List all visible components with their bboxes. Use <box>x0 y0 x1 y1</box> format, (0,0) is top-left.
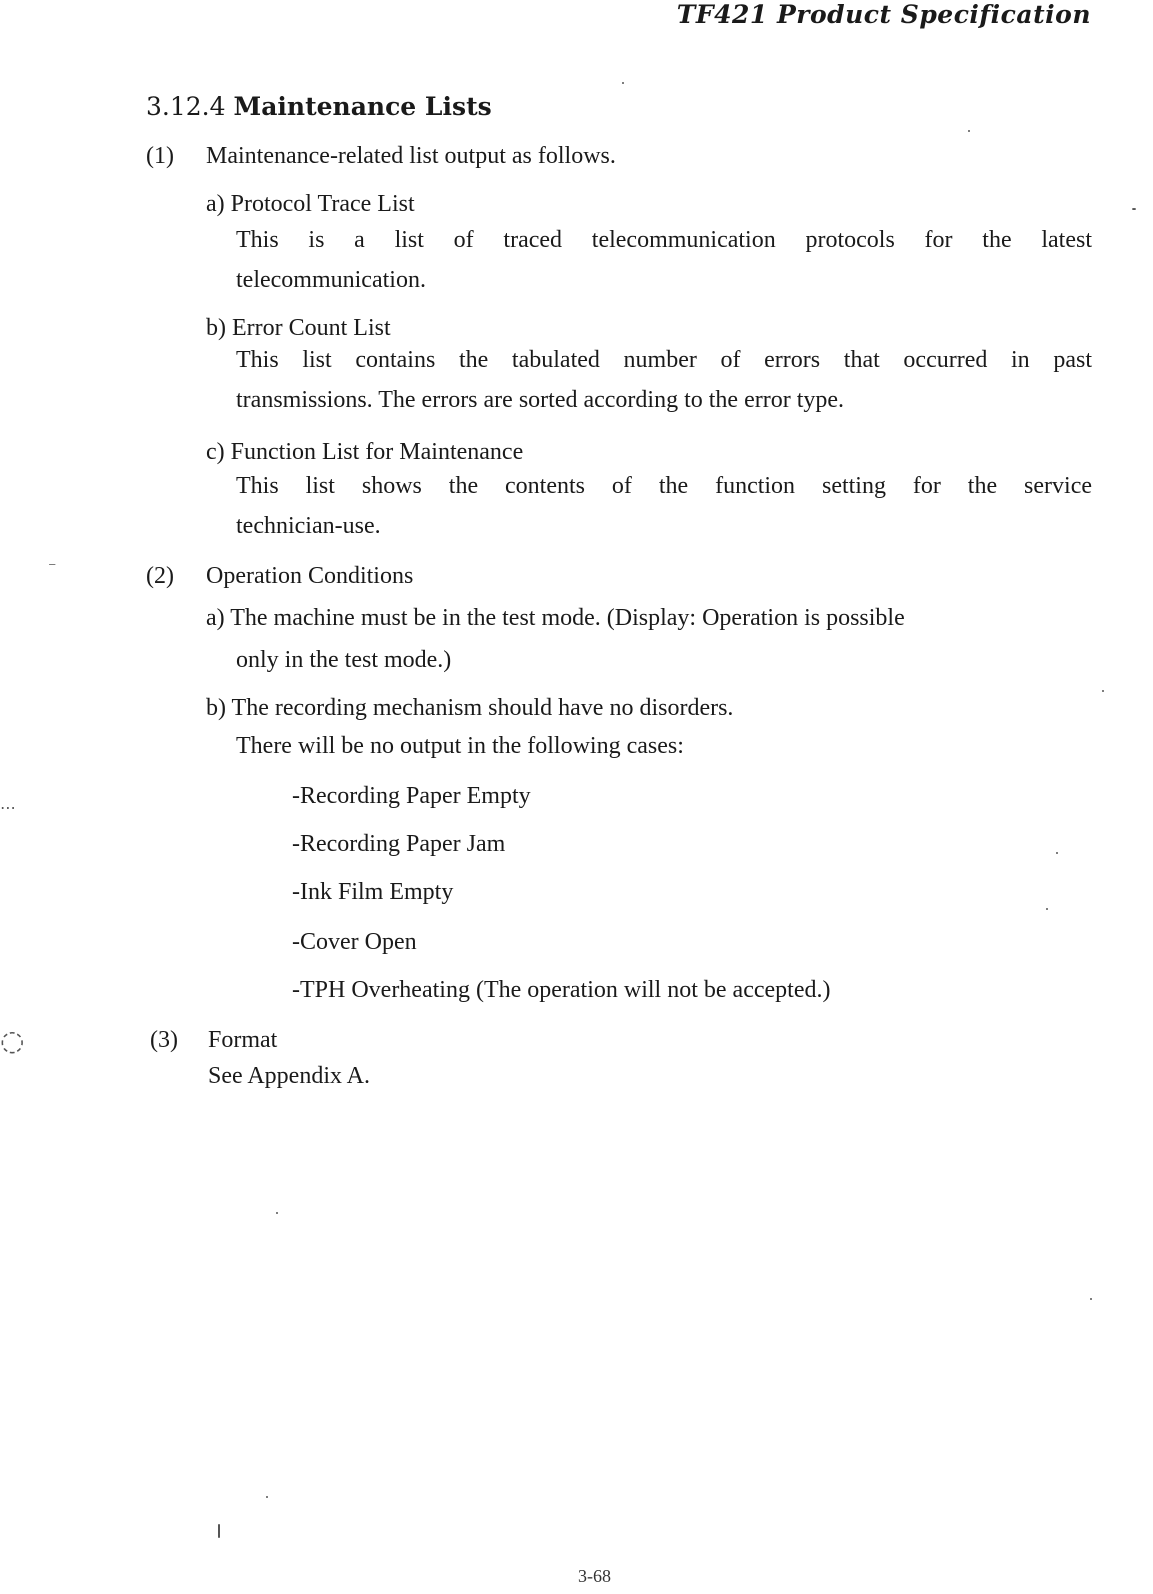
case-item: -TPH Overheating (The operation will not be accepted.) <box>292 977 831 1003</box>
scan-speck <box>1046 908 1048 910</box>
item-2a-line2: only in the test mode.) <box>236 647 452 673</box>
case-item: -Ink Film Empty <box>292 879 454 905</box>
scan-artifact-circle: ◌ <box>0 1024 25 1057</box>
item-1b-line2: transmissions. The errors are sorted according to the error type. <box>236 387 845 413</box>
case-item: -Recording Paper Jam <box>292 831 506 857</box>
running-header: TF421 Product Specification <box>676 0 1091 29</box>
item-3-line: See Appendix A. <box>208 1063 370 1089</box>
item-1b-line1: This list contains the tabulated number of errors that occurred in past <box>236 347 1092 373</box>
item-1c-title: c) Function List for Maintenance <box>206 439 524 465</box>
item-2b-line2: There will be no output in the following cases: <box>236 733 684 759</box>
item-2a-line1: a) The machine must be in the test mode. (Display: Operation is possible <box>206 605 905 631</box>
scan-speck <box>218 1524 220 1538</box>
scan-speck <box>968 130 970 132</box>
scan-speck <box>266 1496 268 1498</box>
item-1b-title: b) Error Count List <box>206 315 391 341</box>
case-item: -Cover Open <box>292 929 417 955</box>
scan-speck <box>1056 852 1058 854</box>
item-1c-line2: technician-use. <box>236 513 381 539</box>
item-1a-line1: This is a list of traced telecommunication protocols for the latest <box>236 227 1092 253</box>
section-title: Maintenance Lists <box>233 92 492 121</box>
scan-speck <box>1132 208 1136 210</box>
item-1-marker: (1) <box>146 143 174 169</box>
scan-speck <box>1102 690 1104 692</box>
section-number: 3.12.4 <box>146 92 226 121</box>
scan-artifact: ⋯ <box>0 798 16 817</box>
item-2b-line1: b) The recording mechanism should have no disorders. <box>206 695 734 721</box>
item-3-text: Format <box>208 1027 278 1053</box>
scan-speck <box>276 1212 278 1214</box>
item-2-marker: (2) <box>146 563 174 589</box>
item-1a-title: a) Protocol Trace List <box>206 191 415 217</box>
item-1a-line2: telecommunication. <box>236 267 426 293</box>
item-2-text: Operation Conditions <box>206 563 414 589</box>
scan-speck <box>1090 1298 1092 1300</box>
scan-speck <box>622 82 624 84</box>
item-1c-line1: This list shows the contents of the function setting for the service <box>236 473 1092 499</box>
item-1-text: Maintenance-related list output as follows. <box>206 143 616 169</box>
scan-artifact: ⁻ <box>48 558 57 577</box>
case-item: -Recording Paper Empty <box>292 783 531 809</box>
page-number: 3-68 <box>578 1566 611 1586</box>
section-heading <box>146 92 492 121</box>
item-3-marker: (3) <box>150 1027 178 1053</box>
